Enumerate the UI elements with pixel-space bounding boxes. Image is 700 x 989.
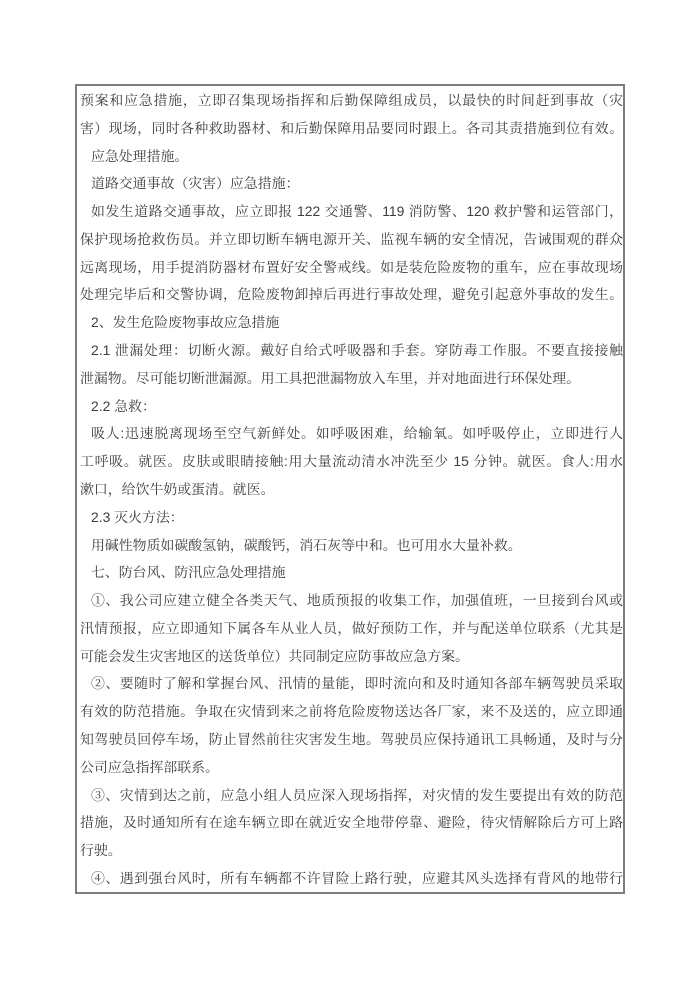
text-line: 漱口，给饮牛奶或蛋清。就医。 <box>80 480 275 497</box>
text-line: 七、防台风、防汛应急处理措施 <box>91 564 286 581</box>
text-line: 道路交通事故（灾害）应急措施： <box>91 175 300 192</box>
text-line: 预案和应急措施，立即召集现场指挥和后勤保障组成员，以最快的时间赶到事故（灾 <box>80 92 623 108</box>
text-line: 2.3 灭火方法： <box>91 508 184 525</box>
document-table-cell <box>75 84 625 894</box>
text-line: ②、要随时了解和掌握台风、汛情的量能，即时流向和及时通知各部车辆驾驶员采取 <box>91 675 623 692</box>
text-line: 公司应急指挥部联系。 <box>80 758 219 775</box>
text-line: 远离现场，用手提消防器材布置好安全警戒线。如是装危险废物的重车，应在事故现场 <box>80 258 623 275</box>
text-line: ④、遇到强台风时，所有车辆都不许冒险上路行驶，应避其风头选择有背风的地带行 <box>91 869 623 886</box>
text-line: 用碱性物质如碳酸氢钠，碳酸钙，消石灰等中和。也可用水大量补救。 <box>91 536 522 553</box>
text-line: 知驾驶员回停车场，防止冒然前往灾害发生地。驾驶员应保持通讯工具畅通，及时与分 <box>80 730 623 747</box>
text-line: 2、发生危险废物事故应急措施 <box>91 314 280 331</box>
text-line: 行驶。 <box>80 842 122 859</box>
text-line: 汛情预报，应立即通知下属各车从业人员，做好预防工作，并与配送单位联系（尤其是 <box>80 619 623 636</box>
text-line: 害）现场，同时各种救助器材、和后勤保障用品要同时跟上。各司其责措施到位有效。 <box>80 119 623 136</box>
text-line: ①、我公司应建立健全各类天气、地质预报的收集工作，加强值班，一旦接到台风或 <box>91 592 623 609</box>
text-line: 措施，及时通知所有在途车辆立即在就近安全地带停靠、避险，待灾情解除后方可上路 <box>80 814 623 831</box>
text-line: 处理完毕后和交警协调，危险废物卸掉后再进行事故处理，避免引起意外事故的发生。 <box>80 286 623 303</box>
text-line: 如发生道路交通事故，应立即报 122 交通警、119 消防警、120 救护警和运管部门， <box>91 203 623 220</box>
text-line: 2.2 急救： <box>91 397 156 414</box>
text-line: 保护现场抢救伤员。并立即切断车辆电源开关、监视车辆的安全情况，告诫围观的群众 <box>80 230 623 247</box>
text-line: 有效的防范措施。争取在灾情到来之前将危险废物送达各厂家，来不及送的，应立即通 <box>80 703 623 720</box>
text-line: 泄漏物。尽可能切断泄漏源。用工具把泄漏物放入车里，并对地面进行环保处理。 <box>80 369 581 386</box>
text-line: 2.1 泄漏处理：切断火源。戴好自给式呼吸器和手套。穿防毒工作服。不要直接接触 <box>91 342 623 359</box>
document-lines <box>80 87 623 893</box>
text-line: 工呼吸。就医。皮肤或眼睛接触:用大量流动清水冲洗至少 15 分钟。就医。食人:用水 <box>80 453 623 470</box>
text-line: 应急处理措施。 <box>91 147 189 164</box>
text-line: 可能会发生灾害地区的送货单位）共同制定应防事故应急方案。 <box>80 647 469 664</box>
text-line: ③、灾情到达之前，应急小组人员应深入现场指挥，对灾情的发生要提出有效的防范 <box>91 786 623 803</box>
text-line: 吸人:迅速脱离现场至空气新鲜处。如呼吸困难，给输氧。如呼吸停止，立即进行人 <box>91 425 623 442</box>
